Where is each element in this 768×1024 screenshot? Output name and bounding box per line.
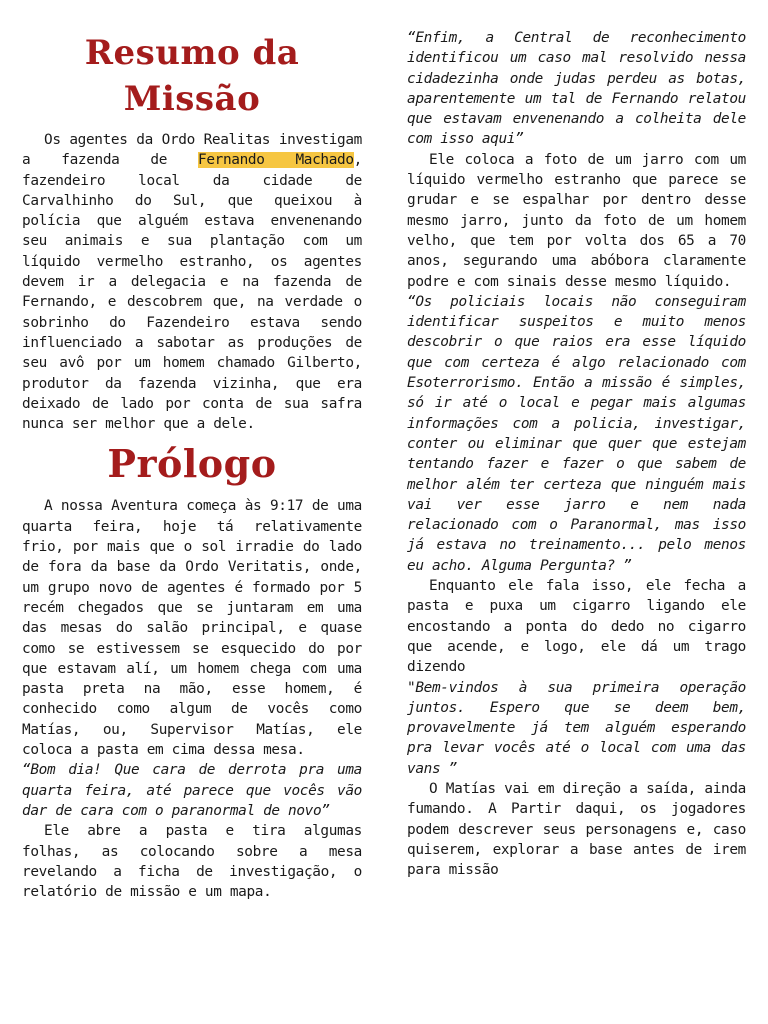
paragraph-cigarette: Enquanto ele fala isso, ele fecha a pasta e puxa um cigarro ligando ele encostando a ponta do dedo no cigarro que acende, e logo, ele dá um trago dizendo (407, 578, 746, 676)
highlighted-name: Fernando Machado (198, 152, 354, 169)
quote-central-recognition: “Enfim, a Central de reconhecimento identificou um caso mal resolvido nessa cidadezinha onde judas perdeu as botas, aparentemente um tal de Fernando relatou que estavam envenenando a colheita dele com isso aqui” (407, 30, 746, 148)
prologue-quote-1: “Bom dia! Que cara de derrota pra uma quarta feira, até parece que vocês vão dar de cara com o paranormal de novo” (22, 762, 362, 819)
right-column (407, 28, 746, 880)
prologue-title: Prólogo (107, 441, 277, 487)
mission-summary-text-start: Os agentes da Ordo Realitas investigam a fazenda de (22, 132, 362, 169)
prologue-paragraph-1: A nossa Aventura começa às 9:17 de uma quarta feira, hoje tá relativamente frio, por mais que o sol irradie do lado de fora da base da Ordo Veritatis, onde, um grupo novo de agentes é formado por 5 recém chegados que se juntaram em uma das mesas do salão principal, e quase como se estivessem se esquecido do por que estavam alí, um homem chega com uma pasta preta na mão, esse homem, é conhecido como algum de vocês como Matías, ou, Supervisor Matías, ele coloca a pasta em cima dessa mesa. (22, 498, 362, 759)
mission-summary-title: Resumo da Missão (84, 33, 300, 119)
paragraph-matias-leaves: O Matías vai em direção a saída, ainda fumando. A Partir daqui, os jogadores podem descrever seus personagens e, caso quiserem, explorar a base antes de irem para missão (407, 780, 746, 879)
left-column (22, 26, 362, 902)
prologue-paragraph-2: Ele abre a pasta e tira algumas folhas, as colocando sobre a mesa revelando a ficha de investigação, o relatório de missão e um mapa. (22, 823, 362, 901)
mission-summary-paragraph (22, 130, 362, 434)
mission-summary-text-end: , fazendeiro local da cidade de Carvalhinho do Sul, que queixou à polícia que alguém estava envenenando seu animais e sua plantação com um líquido vermelho estranho, os agentes devem ir a delegacia e na fazenda de Fernando, e descobrem que, na verdade o sobrinho do Fazendeiro estava sendo influenciado a sabotar as produções de seu avô por um homem chamado Gilberto, produtor da fazenda vizinha, que era deixado de lado por conta de sua safra nunca ser melhor que a dele. (22, 152, 362, 433)
quote-welcome: "Bem-vindos à sua primeira operação juntos. Espero que se deem bem, provavelmente já tem alguém esperando pra levar vocês até o local com uma das vans ” (407, 679, 746, 777)
quote-local-police: “Os policiais locais não conseguiram identificar suspeitos e muito menos descobrir o que raios era esse líquido que com certeza é algo relacionado com Esoterrorismo. Então a missão é simples, só ir até o local e pegar mais algumas informações com a policia, investigar, conter ou eliminar que quer que estejam tentando fazer e fazer o que sabem de melhor além ter certeza que ninguém mais vai ver esse jarro e nem nada relacionado com o Paranormal, mas isso já estava no treinamento... pelo menos eu acho. Alguma Pergunta? ” (407, 293, 746, 574)
paragraph-jar-photo: Ele coloca a foto de um jarro com um líquido vermelho estranho que parece se grudar e se espalhar por dentro desse mesmo jarro, junto da foto de um homem velho, que tem por volta dos 65 a 70 anos, segurando uma abóbora claramente podre e com sinais desse mesmo líquido. (407, 151, 746, 290)
